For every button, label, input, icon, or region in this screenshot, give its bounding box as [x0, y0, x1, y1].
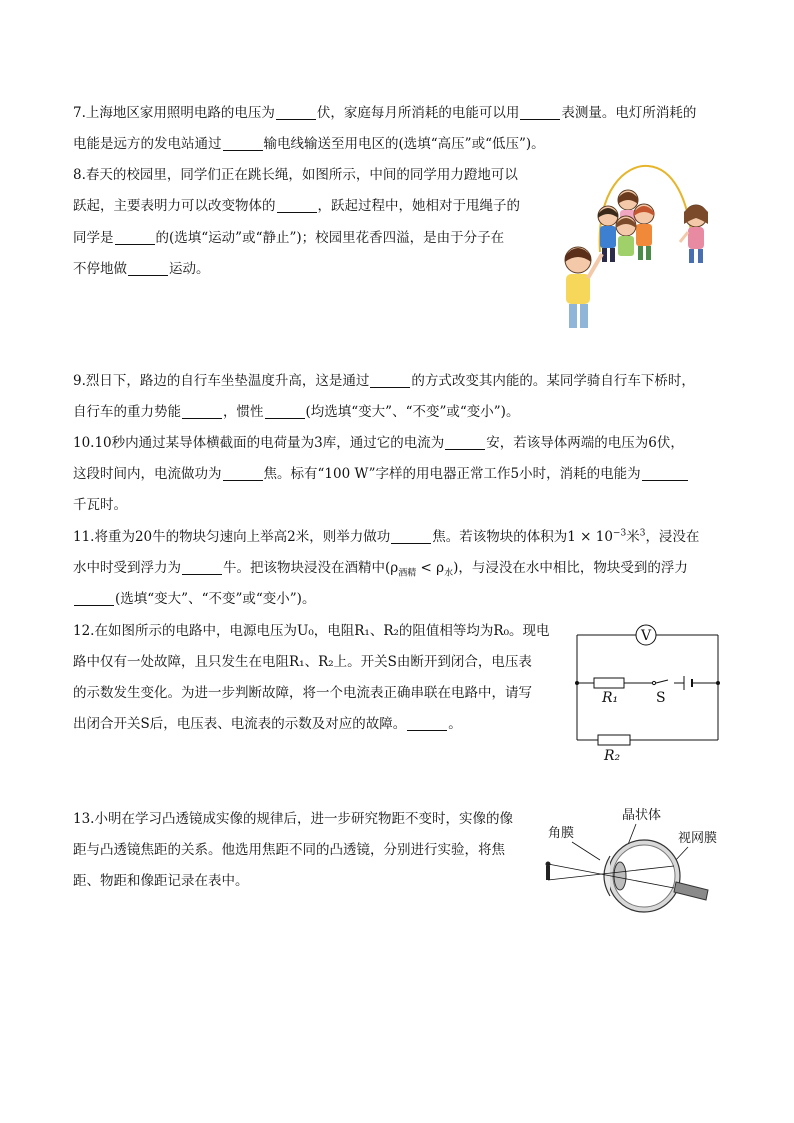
q7-line-1: 7.上海地区家用照明电路的电压为 伏，家庭每月所消耗的电能可以用 表测量。电灯所消耗的: [73, 105, 697, 121]
lens-icon: [614, 862, 626, 890]
answer-blank[interactable]: [115, 230, 155, 245]
q13-line-1: 13.小明在学习凸透镜成实像的规律后，进一步研究物距不变时，实像的像: [73, 811, 513, 827]
q11-line-2: 水中时受到浮力为 牛。把该物块浸没在酒精中$(\rho_{酒精} < \rho_水)$，与浸没在水中相比，物块受到的浮力: [73, 560, 688, 579]
q10-line-1: 10.10秒内通过某导体横截面的电荷量为3库，通过它的电流为 安，若该导体两端的电压为6伏，: [73, 435, 684, 451]
q12-line-1: 12.在如图所示的电路中，电源电压为U₀，电阻R₁、R₂的阻值相等均为R₀。现电: [73, 623, 550, 639]
q10-line-2: 这段时间内，电流做功为 焦。标有“100 W”字样的用电器正常工作5小时，消耗的电能为: [73, 464, 689, 484]
retina-label: 视网膜: [678, 831, 718, 846]
answer-blank[interactable]: [182, 560, 222, 575]
q13-line-3: 距、物距和像距记录在表中。: [73, 873, 249, 889]
q11-line-3: (选填“变大”、“不变”或“变小”)。: [73, 589, 315, 609]
object-icon: [546, 866, 550, 880]
answer-blank[interactable]: [265, 404, 305, 419]
answer-blank[interactable]: [74, 591, 114, 606]
q12-line-2: 路中仅有一处故障，且只发生在电阻R₁、R₂上。开关S由断开到闭合，电压表: [73, 654, 532, 670]
q9-line-1: 9.烈日下，路边的自行车坐垫温度升高，这是通过 的方式改变其内能的。某同学骑自行车下桥时，: [73, 373, 695, 389]
q12-line-4: 出闭合开关S后，电压表、电流表的示数及对应的故障。 。: [73, 716, 462, 732]
boy-front: [565, 247, 602, 328]
answer-blank[interactable]: [370, 373, 410, 388]
q8-line-1: 8.春天的校园里，同学们正在跳长绳，如图所示，中间的同学用力蹬地可以: [73, 167, 518, 183]
q8-line-2: 跃起，主要表明力可以改变物体的 ，跃起过程中，她相对于甩绳子的: [73, 198, 520, 214]
r1-label: R₁: [602, 690, 619, 706]
answer-blank[interactable]: [223, 136, 263, 151]
eye-diagram: [540, 804, 726, 916]
cornea-label: 角膜: [548, 826, 575, 841]
q8-line-4: 不停地做 运动。: [73, 261, 210, 277]
q7-line-2: 电能是远方的发电站通过 输电线输送至用电区的(选填“高压”或“低压”)。: [73, 136, 545, 152]
lens-label: 晶状体: [622, 808, 662, 823]
answer-blank[interactable]: [276, 105, 316, 120]
answer-blank[interactable]: [182, 404, 222, 419]
circuit-diagram: [568, 620, 728, 766]
q10-line-3: 千瓦时。: [73, 497, 127, 513]
r2-label: R₂: [604, 748, 621, 764]
answer-blank[interactable]: [642, 466, 688, 481]
optic-nerve-icon: [674, 882, 708, 900]
answer-blank[interactable]: [445, 435, 485, 450]
q12-line-3: 的示数发生变化。为进一步判断故障，将一个电流表正确串联在电路中，请写: [73, 685, 532, 701]
girl-right: [680, 205, 708, 263]
answer-blank[interactable]: [128, 261, 168, 276]
answer-blank[interactable]: [223, 466, 263, 481]
q9-line-2: 自行车的重力势能 ，惯性 (均选填“变大”、“不变”或“变小”)。: [73, 404, 520, 420]
answer-blank[interactable]: [520, 105, 560, 120]
jump-rope-illustration: [556, 160, 722, 332]
switch-icon: [652, 681, 655, 684]
answer-blank[interactable]: [277, 198, 317, 213]
resistor-r1-icon: [594, 678, 624, 688]
voltmeter-label: V: [640, 628, 652, 644]
q13-line-2: 距与凸透镜焦距的关系。他选用焦距不同的凸透镜，分别进行实验，将焦: [73, 842, 505, 858]
q11-line-1: 11.将重为20牛的物块匀速向上举高2米，则举力做功 焦。若该物块的体积为$1 \times 10^{-3}$米$^3$，浸没在: [73, 528, 700, 545]
q8-line-3: 同学是 的(选填“运动”或“静止”)；校园里花香四溢，是由于分子在: [73, 230, 505, 246]
answer-blank[interactable]: [391, 529, 431, 544]
answer-blank[interactable]: [407, 716, 447, 731]
switch-label: S: [656, 690, 666, 706]
resistor-r2-icon: [598, 735, 630, 745]
